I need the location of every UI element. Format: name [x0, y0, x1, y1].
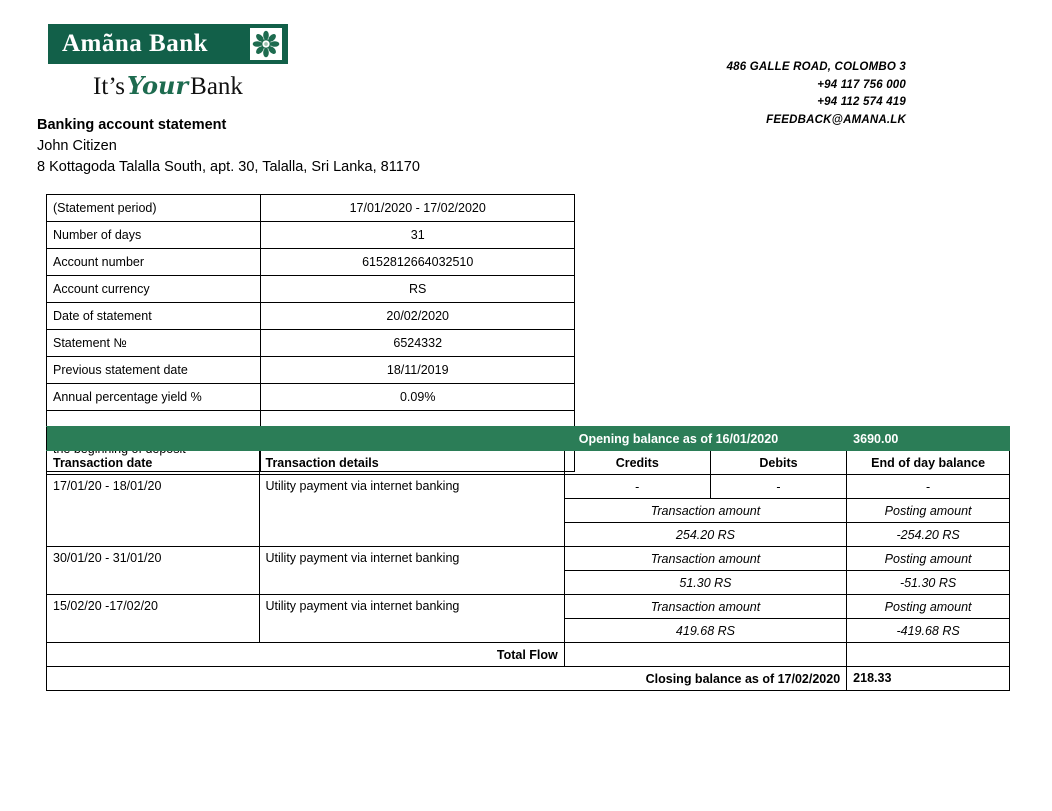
floral-rosette-icon: [250, 28, 282, 60]
opening-balance-amount: 3690.00: [847, 427, 1010, 451]
total-flow-eod: [847, 643, 1010, 667]
bank-tagline: [48, 71, 288, 101]
table-row: [47, 475, 1010, 499]
row-label: Annual percentage yield %: [47, 384, 261, 411]
tx-details: Utility payment via internet banking: [259, 547, 564, 595]
opening-balance-row: [47, 427, 1010, 451]
bank-contact-block: [727, 59, 906, 129]
row-value: 17/01/2020 - 17/02/2020: [261, 195, 575, 222]
table-row: [47, 357, 575, 384]
row-label: Account currency: [47, 276, 261, 303]
tx-amount-label: Transaction amount: [564, 499, 846, 523]
row-value: 20/02/2020: [261, 303, 575, 330]
tx-posting-label: Posting amount: [847, 595, 1010, 619]
table-row: [47, 330, 575, 357]
bank-phone-1: +94 117 756 000: [817, 78, 906, 91]
bank-email: FEEDBACK@AMANA.LK: [766, 113, 906, 126]
row-value: RS: [261, 276, 575, 303]
row-label: (Statement period): [47, 195, 261, 222]
table-row: [47, 384, 575, 411]
table-row: [47, 595, 1010, 619]
tagline-accent: Your: [127, 71, 189, 100]
bank-logo: [48, 24, 288, 101]
row-label: Previous statement date: [47, 357, 261, 384]
col-header-transaction-date: Transaction date: [47, 451, 260, 475]
col-header-transaction-details: Transaction details: [259, 451, 564, 475]
bank-phone-2: +94 112 574 419: [817, 96, 906, 108]
tx-amount-value: 254.20 RS: [564, 523, 846, 547]
tx-posting-value: -419.68 RS: [847, 619, 1010, 643]
tagline-prefix: It’s: [93, 73, 125, 100]
total-flow-label: Total Flow: [47, 643, 565, 667]
table-row: [47, 303, 575, 330]
tx-date: 30/01/20 - 31/01/20: [47, 547, 260, 595]
row-value: 6152812664032510: [261, 249, 575, 276]
background-watermark: [660, 764, 1040, 804]
tx-date: 17/01/20 - 18/01/20: [47, 475, 260, 547]
tx-eod: -: [847, 475, 1010, 499]
customer-name: John Citizen: [37, 138, 117, 154]
tx-credits: -: [564, 475, 710, 499]
tx-amount-label: Transaction amount: [564, 547, 846, 571]
tx-details: Utility payment via internet banking: [259, 475, 564, 547]
total-flow-value: [564, 643, 846, 667]
row-label: Account number: [47, 249, 261, 276]
row-value: 0.09%: [261, 384, 575, 411]
table-row: [47, 222, 575, 249]
row-value: 18/11/2019: [261, 357, 575, 384]
tagline-suffix: Bank: [190, 73, 243, 100]
transactions-header-row: [47, 451, 1010, 475]
row-label: Date of statement: [47, 303, 261, 330]
row-value: 6524332: [261, 330, 575, 357]
page-title: Banking account statement: [37, 117, 227, 133]
opening-spacer-details: [259, 427, 564, 451]
row-value: 31: [261, 222, 575, 249]
tx-date: 15/02/20 -17/02/20: [47, 595, 260, 643]
customer-address: 8 Kottagoda Talalla South, apt. 30, Talalla, Sri Lanka, 81170: [37, 159, 420, 175]
opening-balance-label: Opening balance as of 16/01/2020: [564, 427, 846, 451]
table-row: [47, 276, 575, 303]
tx-amount-label: Transaction amount: [564, 595, 846, 619]
closing-balance-label: Closing balance as of 17/02/2020: [47, 667, 847, 691]
col-header-end-of-day-balance: End of day balance: [847, 451, 1010, 475]
col-header-debits: Debits: [710, 451, 846, 475]
table-row: [47, 195, 575, 222]
closing-balance-value: 218.33: [847, 667, 1010, 691]
tx-posting-label: Posting amount: [847, 499, 1010, 523]
tx-details: Utility payment via internet banking: [259, 595, 564, 643]
tx-posting-value: -254.20 RS: [847, 523, 1010, 547]
tx-amount-value: 51.30 RS: [564, 571, 846, 595]
col-header-credits: Credits: [564, 451, 710, 475]
table-row: [47, 547, 1010, 571]
tx-posting-value: -51.30 RS: [847, 571, 1010, 595]
row-label: Statement №: [47, 330, 261, 357]
customer-block: [37, 115, 420, 178]
closing-balance-row: [47, 667, 1010, 691]
logo-bar: [48, 24, 288, 64]
table-row: [47, 249, 575, 276]
tx-debits: -: [710, 475, 846, 499]
bank-address: 486 GALLE ROAD, COLOMBO 3: [726, 61, 906, 73]
total-flow-row: [47, 643, 1010, 667]
logo-wordmark: Amãna Bank: [62, 30, 209, 57]
opening-spacer-date: [47, 427, 260, 451]
tx-amount-value: 419.68 RS: [564, 619, 846, 643]
row-label: Number of days: [47, 222, 261, 249]
tx-posting-label: Posting amount: [847, 547, 1010, 571]
transactions-table: [46, 426, 1010, 691]
